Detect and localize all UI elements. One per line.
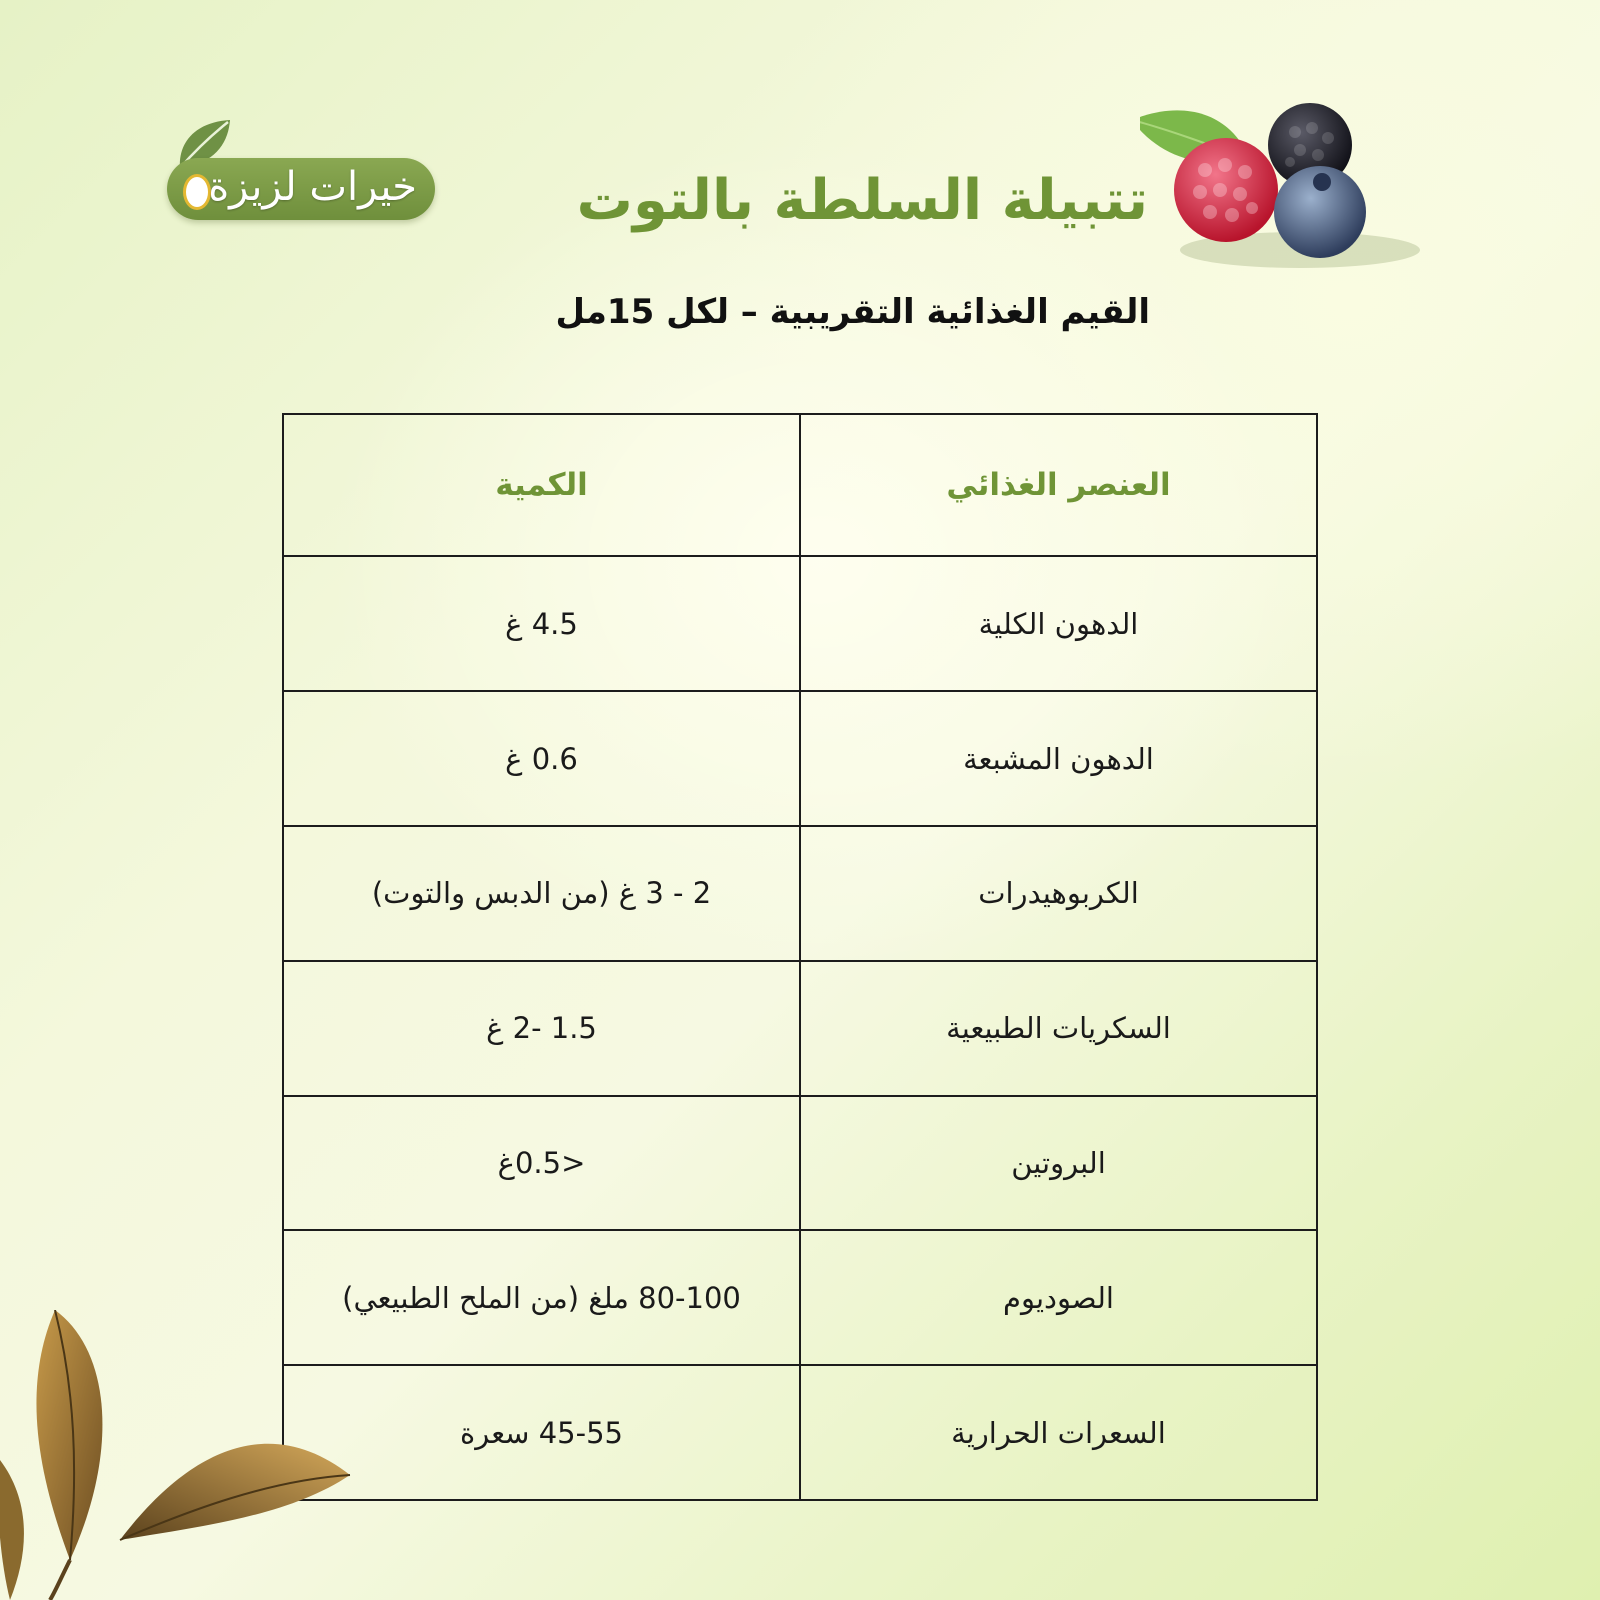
nutrition-table	[282, 413, 1318, 1501]
table-row	[283, 961, 1317, 1096]
brand-logo-text: خيرات لزيزة	[208, 164, 417, 210]
nutrient-cell: البروتين	[800, 1096, 1317, 1231]
brand-logo	[167, 158, 435, 220]
header-amount: الكمية	[283, 414, 800, 556]
header-nutrient: العنصر الغذائي	[800, 414, 1317, 556]
nutrient-cell: الصوديوم	[800, 1230, 1317, 1365]
amount-cell: 1.5 -2 غ	[283, 961, 800, 1096]
amount-cell: 45-55 سعرة	[283, 1365, 800, 1500]
amount-cell: 2 - 3 غ (من الدبس والتوت)	[283, 826, 800, 961]
amount-cell: 4.5 غ	[283, 556, 800, 691]
amount-cell: <0.5غ	[283, 1096, 800, 1231]
nutrient-cell: الكربوهيدرات	[800, 826, 1317, 961]
nutrition-subtitle: القيم الغذائية التقريبية – لكل 15مل	[555, 292, 1150, 332]
amount-cell: 0.6 غ	[283, 691, 800, 826]
table-header-row	[283, 414, 1317, 556]
dry-leaves-decoration	[0, 1310, 360, 1600]
table-row	[283, 826, 1317, 961]
nutrient-cell: الدهون الكلية	[800, 556, 1317, 691]
table-row	[283, 1230, 1317, 1365]
nutrient-cell: السكريات الطبيعية	[800, 961, 1317, 1096]
table-row	[283, 1365, 1317, 1500]
table-row	[283, 1096, 1317, 1231]
berries-image	[1140, 100, 1430, 280]
nutrient-cell: الدهون المشبعة	[800, 691, 1317, 826]
page-title: تتبيلة السلطة بالتوت	[576, 168, 1148, 233]
table-row	[283, 556, 1317, 691]
nutrient-cell: السعرات الحرارية	[800, 1365, 1317, 1500]
table-row	[283, 691, 1317, 826]
amount-cell: 80-100 ملغ (من الملح الطبيعي)	[283, 1230, 800, 1365]
olive-icon	[183, 174, 211, 210]
